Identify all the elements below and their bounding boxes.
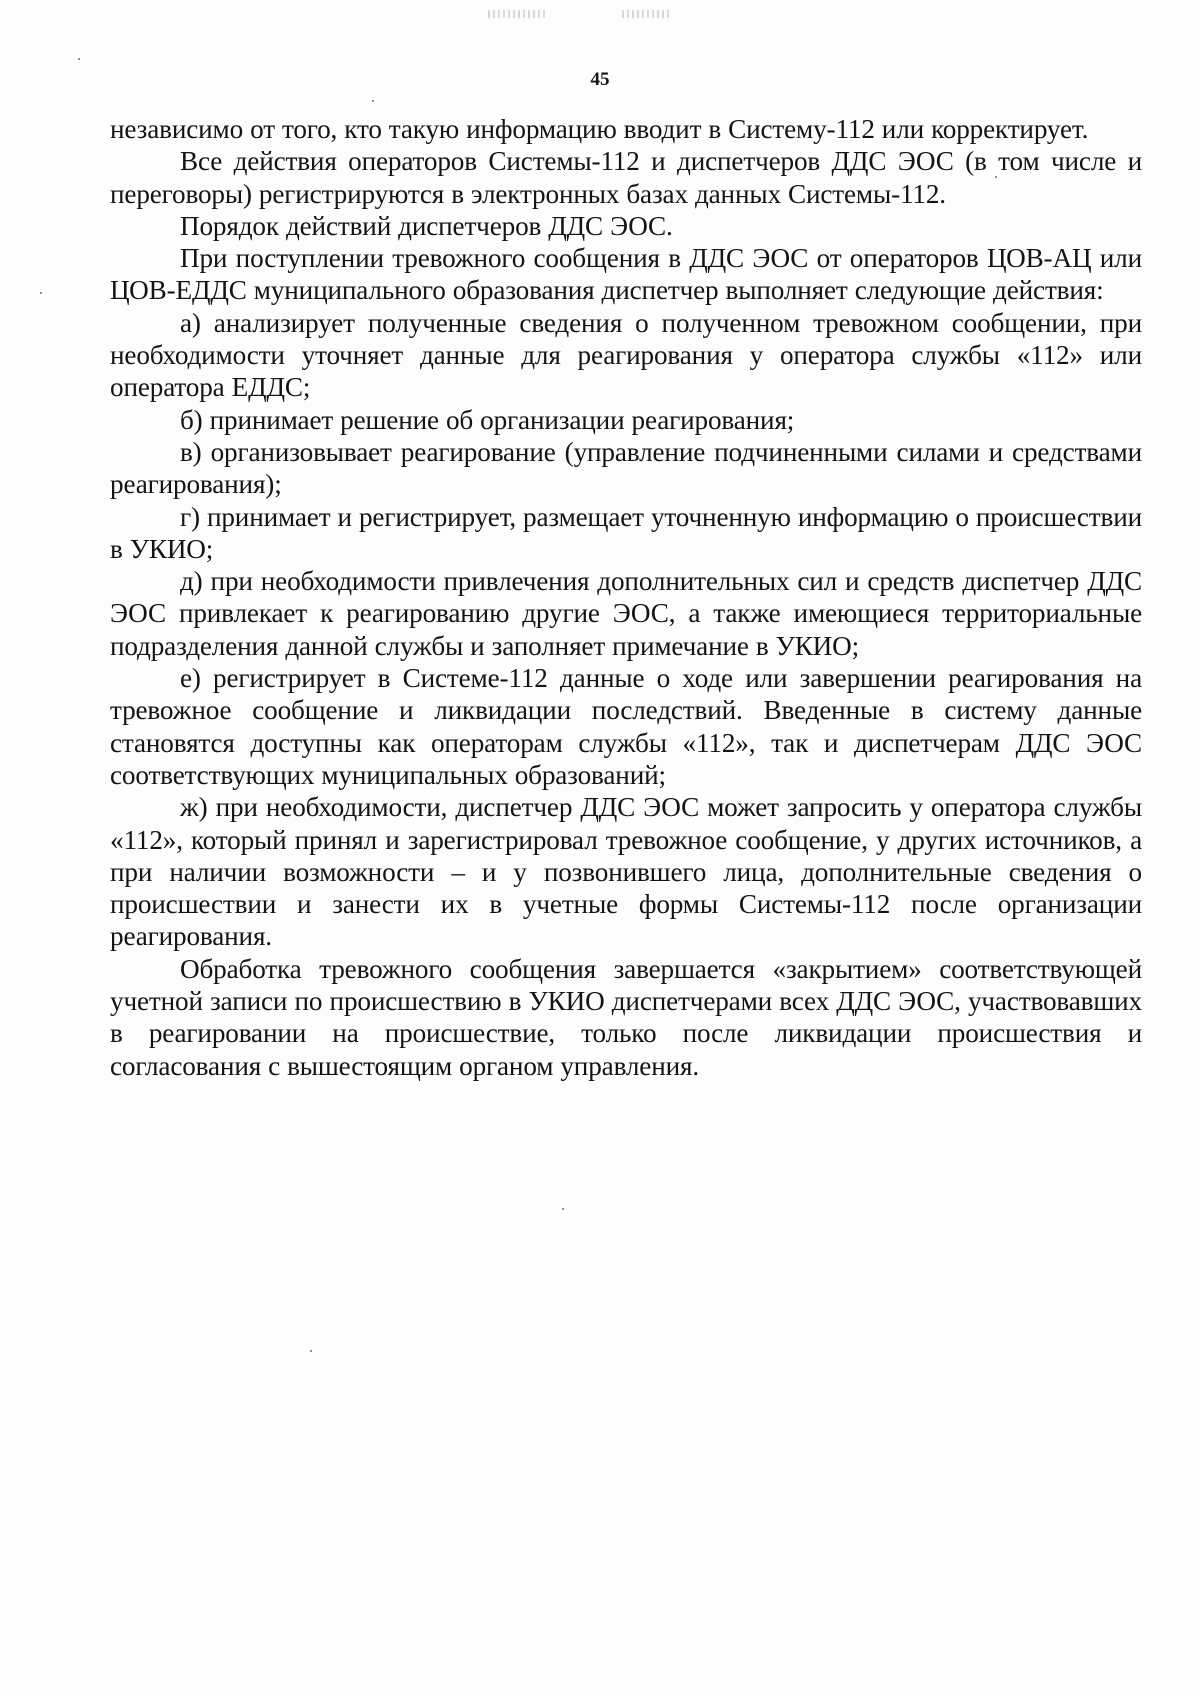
- scan-speck: [40, 292, 42, 294]
- body-text: [110, 113, 1142, 1082]
- page-number: 45: [590, 69, 610, 90]
- scan-speck: [562, 1208, 564, 1210]
- list-item-b: б) принимает решение об организации реагирования;: [180, 404, 795, 435]
- section-heading: Порядок действий диспетчеров ДДС ЭОС.: [180, 210, 673, 241]
- paragraph-closing: Обработка тревожного сообщения завершается «закрытием» соответствующей учетной записи по происшествию в УКИО диспетчерами всех ДДС ЭОС, участвовавших в реагировании на происшествие, только после ликвидации происшествия и согласования с вышестоящим органом управления.: [110, 953, 1142, 1081]
- scan-speck: [372, 100, 374, 102]
- paragraph-intro: При поступлении тревожного сообщения в ДДС ЭОС от операторов ЦОВ-АЦ или ЦОВ-ЕДДС муниципального образования диспетчер выполняет следующие действия:: [110, 243, 1142, 306]
- list-item-e: е) регистрирует в Системе-112 данные о ходе или завершении реагирования на тревожное сообщение и ликвидации последствий. Введенные в систему данные становятся доступны как операторам службы «112», так и диспетчерам ДДС ЭОС соответствующих муниципальных образований;: [110, 663, 1142, 790]
- list-item-g: г) принимает и регистрирует, размещает уточненную информацию о происшествии в УКИО;: [110, 501, 1142, 564]
- scan-speck: [78, 58, 80, 60]
- scan-speck: [310, 1350, 312, 1352]
- scan-artifact: [622, 10, 672, 18]
- paragraph-continuation: независимо от того, кто такую информацию вводит в Систему-112 или корректирует.: [110, 114, 1089, 144]
- list-item-a: а) анализирует полученные сведения о полученном тревожном сообщении, при необходимости уточняет данные для реагирования у оператора службы «112» или оператора ЕДДС;: [110, 307, 1142, 403]
- list-item-d: д) при необходимости привлечения дополнительных сил и средств диспетчер ДДС ЭОС привлекает к реагированию другие ЭОС, а также имеющиеся территориальные подразделения данной службы и заполняет примечание в УКИО;: [110, 566, 1142, 661]
- paragraph-logging: Все действия операторов Системы-112 и диспетчеров ДДС ЭОС (в том числе и переговоры) регистрируются в электронных базах данных Системы-112.: [110, 146, 1142, 209]
- scan-artifact: [488, 10, 548, 18]
- list-item-zh: ж) при необходимости, диспетчер ДДС ЭОС может запросить у оператора службы «112», который принял и зарегистрировал тревожное сообщение, у других источников, а при наличии возможности – и у позвонившего лица, дополнительные сведения о происшествии и занести их в учетные формы Системы-112 после организации реагирования.: [110, 792, 1142, 952]
- list-item-v: в) организовывает реагирование (управление подчиненными силами и средствами реагирования);: [110, 436, 1142, 500]
